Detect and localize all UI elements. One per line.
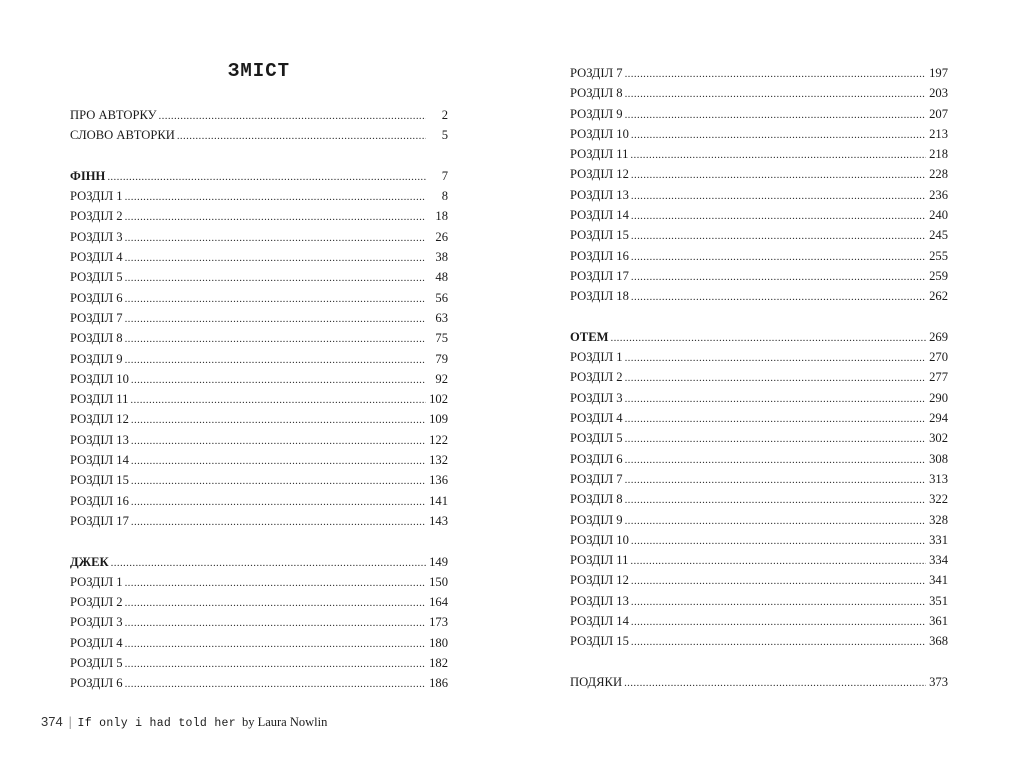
dot-leader	[107, 171, 426, 183]
dot-leader	[125, 313, 426, 325]
toc-entry	[70, 270, 448, 290]
dot-leader	[177, 130, 426, 142]
right-page	[570, 66, 948, 695]
book-title: If only i had told her	[77, 717, 236, 730]
toc-entry-page: 328	[929, 512, 948, 527]
toc-entry-label: РОЗДІЛ 4	[70, 250, 123, 265]
toc-entry-label: РОЗДІЛ 6	[70, 290, 123, 305]
toc-entry-page: 322	[929, 492, 948, 507]
toc-entry-page: 197	[929, 66, 948, 80]
toc-list-left	[70, 108, 448, 697]
toc-entry-page: 269	[929, 329, 948, 344]
toc-entry-page: 294	[929, 411, 948, 426]
dot-leader	[125, 211, 426, 223]
toc-entry-label: РОЗДІЛ 1	[570, 350, 623, 365]
toc-entry-page: 26	[435, 229, 448, 244]
toc-entry-label: РОЗДІЛ 18	[570, 289, 629, 304]
dot-leader	[625, 352, 926, 364]
toc-entry-page: 38	[435, 250, 448, 265]
toc-entry-label: СЛОВО АВТОРКИ	[70, 128, 175, 143]
toc-entry-page: 75	[435, 331, 448, 346]
toc-entry-page: 8	[441, 189, 448, 204]
toc-entry	[570, 431, 948, 451]
toc-entry-label: РОЗДІЛ 12	[570, 573, 629, 588]
toc-entry-page: 141	[429, 493, 448, 508]
toc-entry-page: 182	[429, 656, 448, 671]
toc-entry	[70, 311, 448, 331]
toc-title: ЗМІСТ	[227, 60, 290, 82]
toc-entry	[570, 634, 948, 654]
toc-entry-page: 308	[929, 451, 948, 466]
toc-entry	[70, 372, 448, 392]
dot-leader	[631, 535, 926, 547]
toc-entry	[70, 514, 448, 534]
toc-entry-label: РОЗДІЛ 16	[70, 493, 129, 508]
toc-entry-label: РОЗДІЛ 6	[570, 451, 623, 466]
toc-entry	[570, 573, 948, 593]
dot-leader	[631, 271, 926, 283]
dot-leader	[125, 658, 426, 670]
dot-leader	[625, 68, 926, 80]
toc-entry-label: РОЗДІЛ 13	[570, 187, 629, 202]
toc-entry	[70, 412, 448, 432]
toc-entry-page: 259	[929, 268, 948, 283]
toc-entry	[570, 533, 948, 553]
dot-leader	[125, 354, 426, 366]
toc-entry-label: РОЗДІЛ 7	[570, 66, 623, 80]
dot-leader	[125, 678, 426, 690]
toc-entry	[70, 108, 448, 128]
toc-entry	[70, 128, 448, 148]
toc-entry	[570, 370, 948, 390]
dot-leader	[631, 575, 926, 587]
toc-entry-label: РОЗДІЛ 9	[570, 512, 623, 527]
toc-entry	[70, 555, 448, 575]
dot-leader	[625, 393, 926, 405]
dot-leader	[125, 333, 426, 345]
dot-leader	[631, 616, 926, 628]
dot-leader	[625, 474, 926, 486]
toc-entry-label: РОЗДІЛ 13	[70, 432, 129, 447]
toc-entry	[570, 107, 948, 127]
toc-entry-label: РОЗДІЛ 15	[570, 228, 629, 243]
toc-entry	[70, 636, 448, 656]
dot-leader	[625, 515, 926, 527]
toc-entry	[70, 250, 448, 270]
toc-entry-page: 228	[929, 167, 948, 182]
toc-entry-label: РОЗДІЛ 14	[570, 614, 629, 629]
toc-entry-page: 143	[429, 513, 448, 528]
toc-entry-label: РОЗДІЛ 11	[570, 147, 629, 162]
toc-entry-label: РОЗДІЛ 1	[70, 189, 123, 204]
toc-entry-page: 5	[441, 128, 448, 143]
toc-entry	[570, 411, 948, 431]
toc-entry-page: 180	[429, 635, 448, 650]
toc-entry-page: 63	[435, 310, 448, 325]
toc-entry-label: РОЗДІЛ 8	[570, 492, 623, 507]
dot-leader	[631, 596, 926, 608]
toc-entry	[70, 676, 448, 696]
toc-entry-label: РОЗДІЛ 5	[70, 656, 123, 671]
toc-entry	[570, 66, 948, 86]
toc-entry-label: ДЖЕК	[70, 554, 109, 569]
toc-entry	[70, 433, 448, 453]
toc-entry	[570, 147, 948, 167]
toc-entry	[70, 209, 448, 229]
toc-entry	[570, 513, 948, 533]
toc-entry	[570, 391, 948, 411]
toc-entry-label: ПОДЯКИ	[570, 674, 623, 689]
footer-separator: |	[68, 715, 72, 730]
dot-leader	[125, 617, 426, 629]
toc-entry-page: 218	[929, 147, 948, 162]
toc-list-right	[570, 66, 948, 695]
dot-leader	[131, 374, 426, 386]
toc-entry-page: 203	[929, 86, 948, 101]
toc-entry	[570, 594, 948, 614]
toc-entry-label: РОЗДІЛ 3	[70, 229, 123, 244]
toc-entry-page: 132	[429, 453, 448, 468]
toc-entry-page: 245	[929, 228, 948, 243]
toc-entry	[70, 615, 448, 635]
dot-leader	[125, 597, 426, 609]
toc-entry	[70, 392, 448, 412]
toc-entry-page: 173	[429, 615, 448, 630]
toc-entry	[70, 453, 448, 473]
dot-leader	[131, 496, 426, 508]
toc-entry-page: 207	[929, 106, 948, 121]
toc-entry	[570, 167, 948, 187]
toc-entry	[570, 452, 948, 472]
toc-entry-page: 290	[929, 390, 948, 405]
toc-entry-label: РОЗДІЛ 10	[70, 371, 129, 386]
toc-entry	[70, 169, 448, 189]
toc-entry-page: 331	[929, 532, 948, 547]
toc-entry-label: ФІНН	[70, 168, 106, 183]
toc-entry-page: 7	[441, 168, 448, 183]
toc-entry	[70, 656, 448, 676]
dot-leader	[625, 494, 926, 506]
toc-entry-label: РОЗДІЛ 14	[70, 453, 129, 468]
dot-leader	[131, 414, 426, 426]
toc-entry-page: 48	[435, 270, 448, 285]
toc-entry-page: 150	[429, 574, 448, 589]
dot-leader	[131, 455, 426, 467]
toc-entry-page: 102	[429, 392, 448, 407]
toc-entry-page: 368	[929, 634, 948, 649]
toc-entry-label: ОТЕМ	[570, 329, 609, 344]
toc-entry-label: РОЗДІЛ 9	[570, 106, 623, 121]
dot-leader	[125, 232, 426, 244]
toc-entry	[570, 249, 948, 269]
toc-entry-label: РОЗДІЛ 3	[70, 615, 123, 630]
dot-leader	[631, 636, 926, 648]
toc-entry-label: РОЗДІЛ 11	[70, 392, 129, 407]
dot-leader	[130, 394, 426, 406]
dot-leader	[625, 413, 926, 425]
toc-entry-page: 341	[929, 573, 948, 588]
toc-entry-page: 2	[441, 108, 448, 122]
dot-leader	[131, 475, 426, 487]
toc-entry	[70, 352, 448, 372]
toc-entry-label: РОЗДІЛ 15	[570, 634, 629, 649]
dot-leader	[631, 230, 926, 242]
dot-leader	[125, 638, 426, 650]
dot-leader	[125, 252, 426, 264]
toc-entry-page: 373	[929, 674, 948, 689]
toc-entry-page: 277	[929, 370, 948, 385]
toc-entry-page: 313	[929, 471, 948, 486]
toc-entry	[570, 350, 948, 370]
toc-entry-page: 136	[429, 473, 448, 488]
dot-leader	[131, 435, 426, 447]
toc-entry-page: 236	[929, 187, 948, 202]
toc-entry-page: 351	[929, 593, 948, 608]
toc-entry-label: РОЗДІЛ 9	[70, 351, 123, 366]
toc-entry-label: РОЗДІЛ 15	[70, 473, 129, 488]
toc-entry	[570, 553, 948, 573]
dot-leader	[125, 191, 426, 203]
toc-entry-label: РОЗДІЛ 12	[70, 412, 129, 427]
toc-entry	[70, 575, 448, 595]
dot-leader	[131, 516, 426, 528]
toc-entry	[570, 289, 948, 309]
toc-entry-label: РОЗДІЛ 2	[570, 370, 623, 385]
toc-entry	[70, 473, 448, 493]
toc-entry	[570, 127, 948, 147]
dot-leader	[159, 110, 426, 122]
dot-leader	[610, 332, 926, 344]
toc-entry-label: РОЗДІЛ 4	[70, 635, 123, 650]
dot-leader	[125, 577, 426, 589]
dot-leader	[631, 210, 926, 222]
toc-entry-page: 122	[429, 432, 448, 447]
dot-leader	[625, 372, 926, 384]
toc-entry-label: РОЗДІЛ 5	[70, 270, 123, 285]
toc-entry	[70, 595, 448, 615]
toc-entry	[570, 86, 948, 106]
toc-entry-label: РОЗДІЛ 12	[570, 167, 629, 182]
toc-entry-page: 186	[429, 676, 448, 691]
toc-entry-label: РОЗДІЛ 7	[70, 310, 123, 325]
toc-entry-page: 262	[929, 289, 948, 304]
toc-entry	[570, 188, 948, 208]
dot-leader	[631, 251, 926, 263]
dot-leader	[631, 190, 926, 202]
toc-entry	[570, 675, 948, 695]
toc-entry-page: 270	[929, 350, 948, 365]
dot-leader	[125, 293, 426, 305]
toc-entry-page: 361	[929, 614, 948, 629]
toc-entry-page: 56	[435, 290, 448, 305]
toc-entry	[70, 189, 448, 209]
toc-entry-page: 149	[429, 554, 448, 569]
dot-leader	[625, 433, 926, 445]
toc-entry-label: ПРО АВТОРКУ	[70, 108, 157, 122]
toc-entry	[570, 269, 948, 289]
dot-leader	[630, 149, 926, 161]
toc-entry-label: РОЗДІЛ 2	[70, 595, 123, 610]
toc-entry	[570, 614, 948, 634]
toc-entry-label: РОЗДІЛ 6	[70, 676, 123, 691]
dot-leader	[625, 454, 926, 466]
toc-entry	[70, 230, 448, 250]
toc-entry	[70, 291, 448, 311]
toc-entry-page: 334	[929, 553, 948, 568]
toc-entry	[570, 208, 948, 228]
toc-entry	[570, 492, 948, 512]
toc-entry-label: РОЗДІЛ 8	[570, 86, 623, 101]
toc-entry	[570, 330, 948, 350]
toc-entry-label: РОЗДІЛ 2	[70, 209, 123, 224]
toc-entry-page: 164	[429, 595, 448, 610]
toc-entry-label: РОЗДІЛ 5	[570, 431, 623, 446]
toc-entry-label: РОЗДІЛ 7	[570, 471, 623, 486]
left-page	[70, 60, 448, 697]
toc-entry-label: РОЗДІЛ 11	[570, 553, 629, 568]
dot-leader	[625, 109, 926, 121]
page-footer	[41, 714, 327, 731]
toc-entry	[70, 494, 448, 514]
toc-entry-label: РОЗДІЛ 10	[570, 532, 629, 547]
author-credit: by Laura Nowlin	[241, 715, 328, 729]
toc-entry-label: РОЗДІЛ 4	[570, 411, 623, 426]
toc-entry-label: РОЗДІЛ 13	[570, 593, 629, 608]
dot-leader	[111, 557, 426, 569]
dot-leader	[631, 169, 926, 181]
toc-entry	[70, 331, 448, 351]
toc-entry-label: РОЗДІЛ 17	[570, 268, 629, 283]
toc-entry-label: РОЗДІЛ 8	[70, 331, 123, 346]
toc-entry-page: 240	[929, 208, 948, 223]
toc-entry-label: РОЗДІЛ 1	[70, 574, 123, 589]
toc-entry-label: РОЗДІЛ 14	[570, 208, 629, 223]
dot-leader	[125, 272, 426, 284]
toc-entry-page: 79	[435, 351, 448, 366]
toc-entry-page: 92	[435, 371, 448, 386]
toc-entry	[570, 228, 948, 248]
toc-entry-page: 255	[929, 248, 948, 263]
toc-entry-page: 213	[929, 126, 948, 141]
dot-leader	[630, 555, 926, 567]
toc-entry-label: РОЗДІЛ 17	[70, 513, 129, 528]
dot-leader	[625, 88, 926, 100]
page-number: 374	[41, 714, 63, 729]
toc-entry-page: 109	[429, 412, 448, 427]
toc-entry-page: 18	[435, 209, 448, 224]
toc-entry-page: 302	[929, 431, 948, 446]
toc-entry-label: РОЗДІЛ 3	[570, 390, 623, 405]
dot-leader	[624, 677, 926, 689]
toc-entry-label: РОЗДІЛ 16	[570, 248, 629, 263]
dot-leader	[631, 291, 926, 303]
toc-entry	[570, 472, 948, 492]
toc-entry-label: РОЗДІЛ 10	[570, 126, 629, 141]
dot-leader	[631, 129, 926, 141]
